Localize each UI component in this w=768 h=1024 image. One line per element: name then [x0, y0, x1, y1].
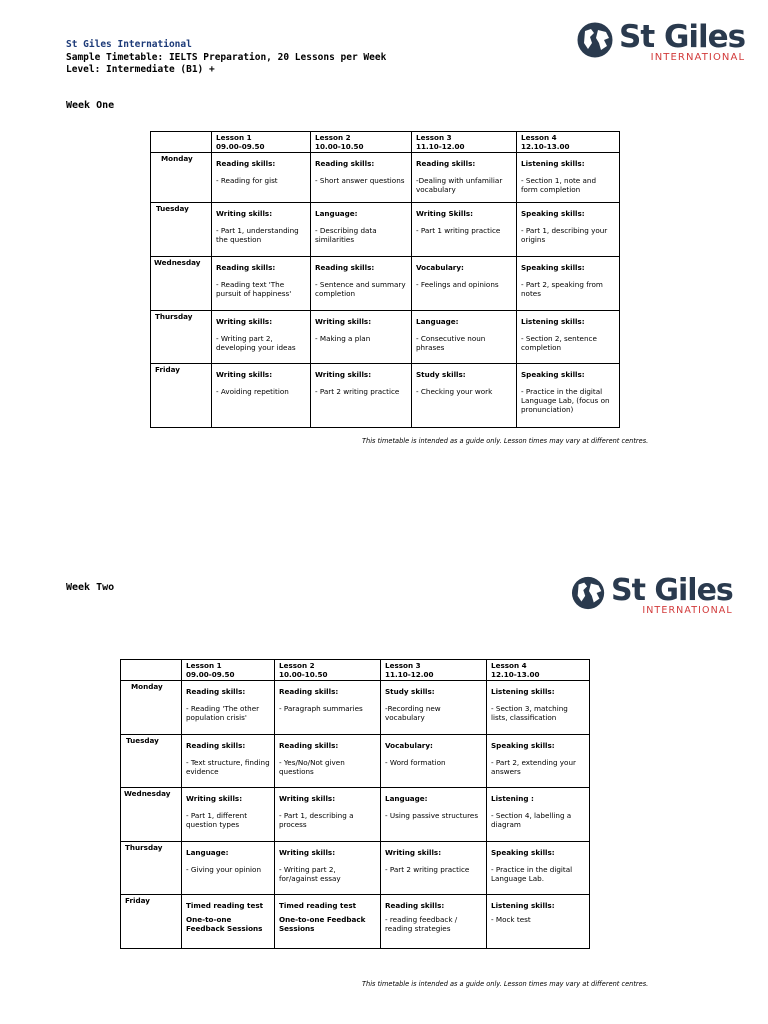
globe-icon: [576, 21, 616, 59]
lesson-cell: Writing skills: - Part 2 writing practice: [311, 364, 412, 428]
day-label: Wednesday: [121, 788, 182, 842]
lesson-cell: Language: - Using passive structures: [381, 788, 487, 842]
corner-cell: [121, 660, 182, 681]
timetable-row: [121, 681, 590, 735]
lesson-header: Lesson 3 11.10-12.00: [381, 660, 487, 681]
lesson-cell: Writing skills: - Part 2 writing practice: [381, 842, 487, 895]
timetable-row: [151, 257, 620, 311]
lesson-cell: Vocabulary: - Feelings and opinions: [412, 257, 517, 311]
lesson-cell: Vocabulary: - Word formation: [381, 735, 487, 788]
day-label: Thursday: [121, 842, 182, 895]
logo-sub: INTERNATIONAL: [650, 52, 746, 63]
lesson-cell: Speaking skills: - Part 1, describing your origins: [517, 203, 620, 257]
week-two-title: Week Two: [66, 582, 115, 593]
guide-note: This timetable is intended as a guide only. Lesson times may vary at different centres.: [362, 980, 649, 988]
lesson-cell: Reading skills: - Text structure, finding evidence: [182, 735, 275, 788]
level-label: Level: Intermediate (B1) +: [66, 64, 215, 75]
corner-cell: [151, 132, 212, 153]
guide-note: This timetable is intended as a guide only. Lesson times may vary at different centres.: [362, 437, 649, 445]
lesson-header: Lesson 1 09.00-09.50: [182, 660, 275, 681]
lesson-cell: Listening skills: - Section 2, sentence completion: [517, 311, 620, 364]
lesson-cell: Listening skills: - Section 3, matching lists, classification: [487, 681, 590, 735]
timetable-title: Sample Timetable: IELTS Preparation, 20 Lessons per Week: [66, 51, 387, 63]
lesson-header: Lesson 4 12.10-13.00: [517, 132, 620, 153]
week-one-timetable: [150, 131, 620, 428]
lesson-cell: Language: - Giving your opinion: [182, 842, 275, 895]
lesson-cell: Language: - Describing data similarities: [311, 203, 412, 257]
lesson-cell: Timed reading test One-to-one Feedback Sessions: [275, 895, 381, 949]
week-one-title: Week One: [66, 100, 115, 111]
lesson-cell: Speaking skills: - Practice in the digital Language Lab.: [487, 842, 590, 895]
timetable-row: [121, 895, 590, 949]
lesson-cell: Writing skills: - Writing part 2, developing your ideas: [212, 311, 311, 364]
lesson-cell: Study skills: -Recording new vocabulary: [381, 681, 487, 735]
day-label: Wednesday: [151, 257, 212, 311]
lesson-cell: Listening : - Section 4, labelling a diagram: [487, 788, 590, 842]
lesson-cell: Reading skills: - Reading 'The other population crisis': [182, 681, 275, 735]
lesson-cell: Reading skills: - Paragraph summaries: [275, 681, 381, 735]
lesson-cell: Reading skills: - reading feedback / reading strategies: [381, 895, 487, 949]
lesson-cell: Speaking skills: - Part 2, extending your answers: [487, 735, 590, 788]
day-label: Thursday: [151, 311, 212, 364]
logo-name: St Giles: [611, 573, 733, 608]
lesson-cell: Speaking skills: - Part 2, speaking from notes: [517, 257, 620, 311]
lesson-cell: Writing skills: - Part 1, describing a process: [275, 788, 381, 842]
document-header: [66, 39, 386, 77]
lesson-cell: Reading skills: - Yes/No/Not given questions: [275, 735, 381, 788]
timetable-row: [151, 311, 620, 364]
lesson-cell: Reading skills: -Dealing with unfamiliar vocabulary: [412, 153, 517, 203]
lesson-cell: Listening skills: - Mock test: [487, 895, 590, 949]
st-giles-logo: [570, 575, 733, 616]
globe-icon: [570, 575, 608, 611]
timetable-row: [121, 842, 590, 895]
lesson-cell: Reading skills: - Reading text 'The pursuit of happiness': [212, 257, 311, 311]
lesson-header: Lesson 3 11.10-12.00: [412, 132, 517, 153]
lesson-cell: Writing Skills: - Part 1 writing practice: [412, 203, 517, 257]
week-two-timetable: [120, 659, 590, 949]
logo-sub: INTERNATIONAL: [642, 605, 733, 616]
day-label: Monday: [121, 681, 182, 735]
lesson-cell: Writing skills: - Making a plan: [311, 311, 412, 364]
lesson-cell: Writing skills: - Part 1, understanding the question: [212, 203, 311, 257]
day-label: Friday: [151, 364, 212, 428]
day-label: Friday: [121, 895, 182, 949]
lesson-header: Lesson 2 10.00-10.50: [275, 660, 381, 681]
lesson-cell: Speaking skills: - Practice in the digital Language Lab, (focus on pronunciation): [517, 364, 620, 428]
timetable-row: [121, 788, 590, 842]
day-label: Monday: [151, 153, 212, 203]
day-label: Tuesday: [151, 203, 212, 257]
lesson-cell: Language: - Consecutive noun phrases: [412, 311, 517, 364]
lesson-header: Lesson 4 12.10-13.00: [487, 660, 590, 681]
timetable-header-row: [151, 132, 620, 153]
timetable-row: [151, 364, 620, 428]
lesson-cell: Timed reading test One-to-one Feedback Sessions: [182, 895, 275, 949]
lesson-header: Lesson 1 09.00-09.50: [212, 132, 311, 153]
timetable-header-row: [121, 660, 590, 681]
st-giles-logo: [576, 21, 745, 63]
day-label: Tuesday: [121, 735, 182, 788]
lesson-header: Lesson 2 10.00-10.50: [311, 132, 412, 153]
lesson-cell: Reading skills: - Short answer questions: [311, 153, 412, 203]
org-name: St Giles International: [66, 39, 192, 50]
lesson-cell: Writing skills: - Avoiding repetition: [212, 364, 311, 428]
lesson-cell: Study skills: - Checking your work: [412, 364, 517, 428]
timetable-row: [151, 153, 620, 203]
lesson-cell: Listening skills: - Section 1, note and form completion: [517, 153, 620, 203]
logo-name: St Giles: [619, 19, 746, 55]
lesson-cell: Reading skills: - Reading for gist: [212, 153, 311, 203]
lesson-cell: Writing skills: - Writing part 2, for/against essay: [275, 842, 381, 895]
lesson-cell: Writing skills: - Part 1, different question types: [182, 788, 275, 842]
lesson-cell: Reading skills: - Sentence and summary completion: [311, 257, 412, 311]
timetable-row: [151, 203, 620, 257]
timetable-row: [121, 735, 590, 788]
